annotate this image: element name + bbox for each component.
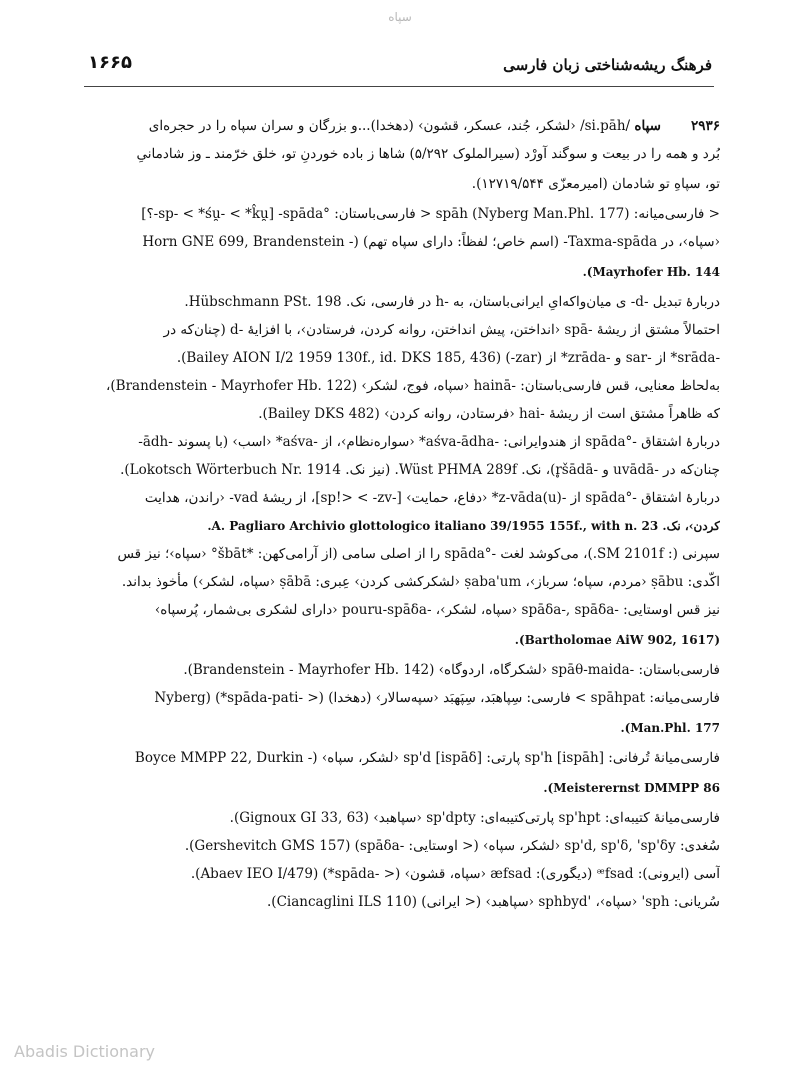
entry-text-line: دربارهٔ تبدیل -d- ی میان‌واکه‌ایِ ایرانی‌باستان، به -h در فارسی، نک. Hübschmann PSt. 198. [184, 294, 720, 310]
entry-number: ۲۹۳۶ [690, 118, 720, 134]
entry-text-line: دربارهٔ اشتقاق -°spāda از -(u)z-vāda* ‹دفاع، حمایت› [-sp!> < -zv]، از ریشهٔ vad- ‹راندن، هدایت [144, 490, 720, 506]
entry-text-line: تو، سپاهِ تو شادمان (امیرمعزّی ۱۲۷۱۹/۵۴۴). [471, 176, 720, 192]
entry-text-line: نیز قس اوستایی: -spāδa-, spāδa ‹سپاه، لشکر›، -pouru-spāδa ‹دارای لشکری بی‌شمار، پُرسپاه› [154, 602, 720, 618]
entry-text-line: Meisterernst DMMPP 86). [543, 781, 720, 795]
page-top-word: سپاه [388, 10, 412, 24]
entry-text-line: (Bartholomae AiW 902, 1617). [514, 633, 720, 647]
entry-text-line: فارسی‌میانهٔ کتیبه‌ای: sp'hpt پارتی‌کتیبه‌ای: sp'dpty ‹سپاهبد› (Gignoux GI 33, 63). [229, 810, 720, 826]
entry-text-line: دربارهٔ اشتقاق -°spāda از هندوایرانی: -aśva-ādha* ‹سواره‌نظام›، از -aśva* ‹اسب› (با پسوند -ādh- [138, 434, 720, 450]
entry-text-line: ‹لشکر، جُند، عسکر، قشون› (دهخدا)...و بزرگان و سران سپاه را در حجره‌ای [148, 118, 576, 134]
entry-text-line: کردن›، نک. A. Pagliaro Archivio glottologico italiano 39/1955 155f., with n. 23. [207, 519, 720, 533]
entry-text-line: فارسی‌باستان: -spāθ-maida ‹لشکرگاه، اردوگاه› (Brandenstein - Mayrhofer Hb. 142). [183, 662, 720, 678]
entry-transcription: /si.pāh/ [580, 118, 631, 134]
entry-text-line: به‌لحاظ معنایی، قس فارسی‌باستان: -hainā ‹سپاه، فوج، لشکر› (Brandenstein - Mayrhofer Hb. 122)، [106, 378, 720, 394]
entry-text-line: آسی (ایرونی): ᵆfsad (دیگوری): æfsad ‹سپاه، قشون› (< -spāda*) (Abaev IEO I/479). [190, 866, 720, 882]
entry-first-line [80, 112, 720, 140]
entry-text-line: سُغدی: sp'd, sp'δ, 'sp'δy ‹لشکر، سپاه› (< اوستایی: -spāδa) (Gershevitch GMS 157). [184, 838, 720, 854]
entry-text-line: ‹سپاه›، در Taxma-spāda- (اسم خاص؛ لفظاً: دارای سپاه تهم) (- Horn GNE 699, Brandenstein [142, 234, 720, 250]
dictionary-entry [80, 112, 720, 916]
entry-text-line: که ظاهراً مشتق است از ریشهٔ -hai ‹فرستادن، روانه کردن› (Bailey DKS 482). [258, 406, 720, 422]
entry-text-line: Mayrhofer Hb. 144). [582, 265, 720, 279]
entry-text-line: فارسی‌میانهٔ تُرفانی: sp'h [ispāh] پارتی: sp'd [ispāδ] ‹لشکر، سپاه› (- Boyce MMPP 22, Durkin [134, 750, 720, 766]
entry-text-line: < فارسی‌میانه: spāh (Nyberg Man.Phl. 177) < فارسی‌باستان: °spāda- [sp- < *śu̯- < *k̂u̯-؟] [141, 206, 720, 222]
entry-text-line: چنان‌که در -uvādā و -r̥šādā)، نک. Wüst PHMA 289f. (نیز نک. Lokotsch Wörterbuch Nr. 1914). [120, 462, 720, 478]
entry-headword: سپاه [634, 118, 661, 134]
entry-text-line: Man.Phl. 177). [620, 721, 720, 735]
running-head: فرهنگ ریشه‌شناختی زبان فارسی [503, 56, 712, 74]
header-rule [84, 86, 714, 87]
entry-text-line: فارسی‌میانه: spāhpat > فارسی: سِپاهبَد، سِپَهبَد ‹سپه‌سالار› (دهخدا) (< -spāda-pati*) (Nyberg [154, 690, 720, 706]
entry-text-line: سپرنی (: SM 2101f.)، می‌کوشد لغت -°spāda را از اصلی سامی (از آرامی‌کهن: *šbāt° ‹سپاه›؛ نیز قس [117, 546, 720, 562]
site-watermark: Abadis Dictionary [14, 1042, 155, 1061]
entry-text-line: بُرد و همه را در بیعت و سوگند آورْد (سیرالملوک ۵/۲۹۲) شاها ز باده خوردنِ تو، خلق خرّمند ـ وز شادمانیِ [136, 146, 720, 162]
entry-text-line: -srāda* از -sar و -zrāda* از (zar-) (Bailey AION I/2 1959 130f., id. DKS 185, 436). [176, 350, 720, 366]
entry-text-line: احتمالاً مشتق از ریشهٔ -spā ‹انداختن، پیش انداختن، روانه کردن، فرستادن›، با افزایهٔ -d (چنان‌که در [163, 322, 720, 338]
page-number: ۱۶۶۵ [88, 52, 132, 73]
entry-text-line: اکّدی: ṣābu ‹مردم، سپاه؛ سرباز›، ṣaba'um ‹لشکرکشی کردن› عِبری: ṣābā ‹سپاه، لشکر›) مأخوذ بداند. [121, 574, 720, 590]
entry-text-line: سُریانی: sph' ‹سپاه›، 'sphbyd ‹سپاهبد› (< ایرانی) (Ciancaglini ILS 110). [267, 894, 720, 910]
